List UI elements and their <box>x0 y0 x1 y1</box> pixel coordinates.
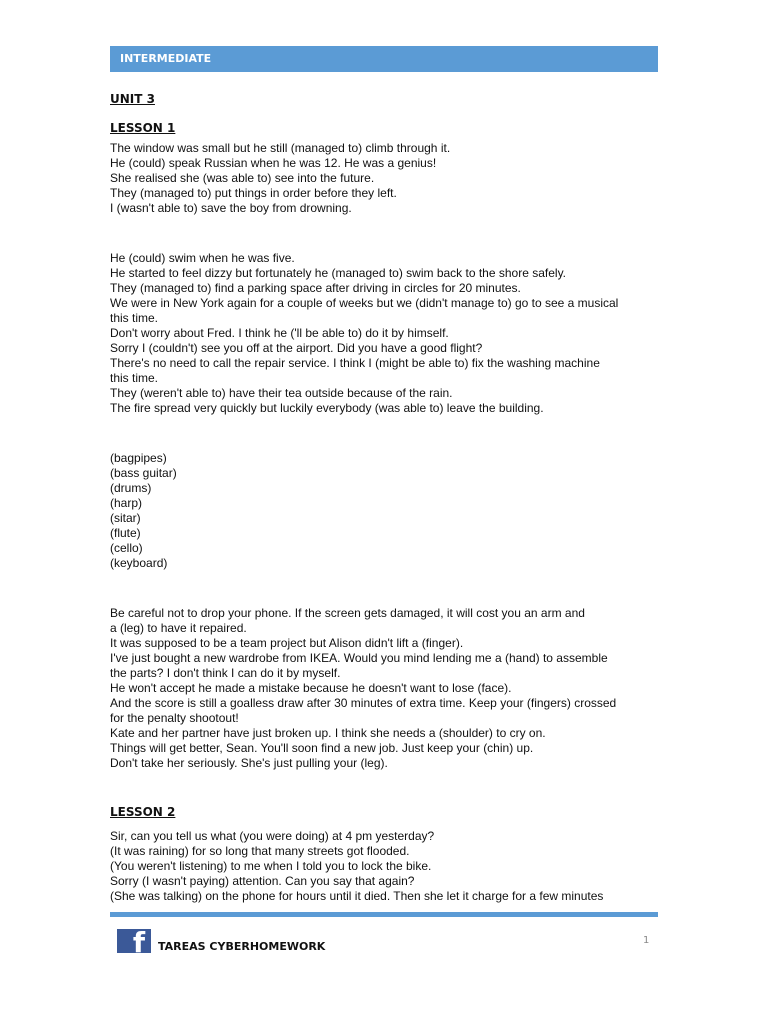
facebook-icon <box>117 929 151 953</box>
sentence: She realised she (was able to) see into the future. <box>110 171 375 185</box>
lesson2-block1 <box>110 829 670 904</box>
sentence: It was supposed to be a team project but Alison didn't lift a (finger). <box>110 636 464 650</box>
sentence: And the score is still a goalless draw after 30 minutes of extra time. Keep your (fingers) crossed <box>110 696 617 710</box>
sentence: They (managed to) put things in order before they left. <box>110 186 397 200</box>
sentence: He won't accept he made a mistake because he doesn't want to lose (face). <box>110 681 512 695</box>
sentence: this time. <box>110 371 159 385</box>
sentence: Sorry (I wasn't paying) attention. Can you say that again? <box>110 874 415 888</box>
footer-title: TAREAS CYBERHOMEWORK <box>158 940 326 953</box>
sentence: a (leg) to have it repaired. <box>110 621 247 635</box>
sentence: Kate and her partner have just broken up. I think she needs a (shoulder) to cry on. <box>110 726 546 740</box>
sentence: Don't take her seriously. She's just pulling your (leg). <box>110 756 388 770</box>
sentence: (She was talking) on the phone for hours until it died. Then she let it charge for a few minutes <box>110 889 604 903</box>
answer-item: (sitar) <box>110 511 141 525</box>
level-banner <box>110 46 658 72</box>
sentence: (You weren't listening) to me when I told you to lock the bike. <box>110 859 432 873</box>
sentence: I've just bought a new wardrobe from IKEA. Would you mind lending me a (hand) to assemble <box>110 651 608 665</box>
sentence: We were in New York again for a couple of weeks but we (didn't manage to) go to see a musical <box>110 296 619 310</box>
sentence: There's no need to call the repair service. I think I (might be able to) fix the washing machine <box>110 356 600 370</box>
sentence: Sir, can you tell us what (you were doing) at 4 pm yesterday? <box>110 829 435 843</box>
answer-item: (harp) <box>110 496 143 510</box>
sentence: I (wasn't able to) save the boy from drowning. <box>110 201 352 215</box>
sentence: He (could) swim when he was five. <box>110 251 295 265</box>
answer-item: (bagpipes) <box>110 451 167 465</box>
facebook-letter: f <box>132 929 145 953</box>
page-number: 1 <box>643 935 650 946</box>
answer-item: (bass guitar) <box>110 466 177 480</box>
answer-item: (keyboard) <box>110 556 168 570</box>
lesson1-block2 <box>110 251 670 416</box>
answer-item: (cello) <box>110 541 143 555</box>
sentence: (It was raining) for so long that many streets got flooded. <box>110 844 410 858</box>
lesson1-block4 <box>110 606 670 771</box>
sentence: this time. <box>110 311 159 325</box>
sentence: They (managed to) find a parking space after driving in circles for 20 minutes. <box>110 281 521 295</box>
sentence: Sorry I (couldn't) see you off at the airport. Did you have a good flight? <box>110 341 483 355</box>
level-label: INTERMEDIATE <box>120 52 212 65</box>
lesson1-title: LESSON 1 <box>110 121 176 135</box>
answer-item: (drums) <box>110 481 152 495</box>
worksheet-body <box>110 90 670 904</box>
sentence: They (weren't able to) have their tea outside because of the rain. <box>110 386 453 400</box>
sentence: Be careful not to drop your phone. If the screen gets damaged, it will cost you an arm and <box>110 606 585 620</box>
sentence: He (could) speak Russian when he was 12. He was a genius! <box>110 156 437 170</box>
sentence: Don't worry about Fred. I think he ('ll be able to) do it by himself. <box>110 326 449 340</box>
sentence: Things will get better, Sean. You'll soon find a new job. Just keep your (chin) up. <box>110 741 534 755</box>
answer-item: (flute) <box>110 526 141 540</box>
sentence: the parts? I don't think I can do it by myself. <box>110 666 341 680</box>
footer-divider <box>110 912 658 917</box>
lesson1-block3 <box>110 451 670 571</box>
sentence: for the penalty shootout! <box>110 711 239 725</box>
unit-title: UNIT 3 <box>110 92 155 106</box>
sentence: The window was small but he still (managed to) climb through it. <box>110 141 451 155</box>
sentence: He started to feel dizzy but fortunately he (managed to) swim back to the shore safely. <box>110 266 567 280</box>
lesson1-block1 <box>110 141 670 216</box>
lesson2-title: LESSON 2 <box>110 805 176 819</box>
sentence: The fire spread very quickly but luckily everybody (was able to) leave the building. <box>110 401 544 415</box>
